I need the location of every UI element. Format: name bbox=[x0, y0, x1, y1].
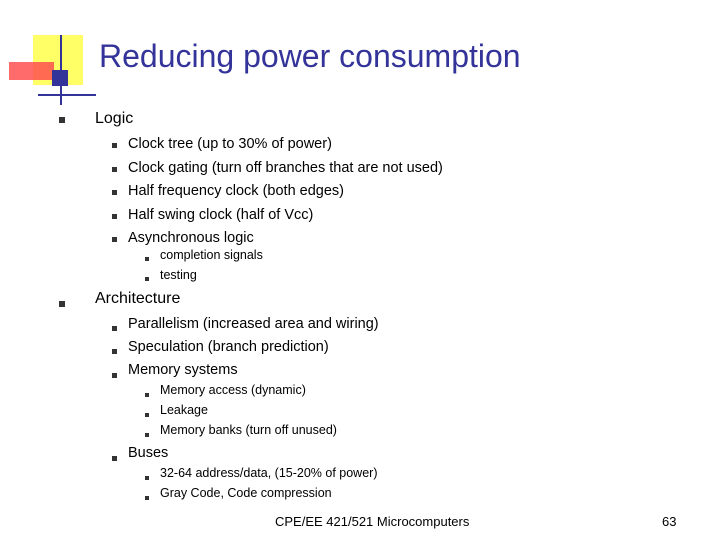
bullet bbox=[59, 301, 65, 307]
corner-horizontal-line bbox=[38, 94, 96, 96]
memory-subitem: Memory banks (turn off unused) bbox=[160, 423, 337, 437]
bullet bbox=[145, 393, 149, 397]
bullet bbox=[145, 277, 149, 281]
bullet bbox=[112, 456, 117, 461]
async-subitem: completion signals bbox=[160, 248, 263, 262]
bullet bbox=[112, 349, 117, 354]
logic-item: Half swing clock (half of Vcc) bbox=[128, 207, 314, 223]
bullet bbox=[112, 167, 117, 172]
corner-red-bar bbox=[9, 62, 54, 80]
architecture-item: Speculation (branch prediction) bbox=[128, 339, 329, 355]
page-number: 63 bbox=[662, 514, 677, 529]
logic-heading: Logic bbox=[95, 110, 134, 127]
bullet bbox=[112, 326, 117, 331]
bullet bbox=[112, 190, 117, 195]
bullet bbox=[112, 237, 117, 242]
architecture-item: Parallelism (increased area and wiring) bbox=[128, 316, 379, 332]
memory-subitem: Leakage bbox=[160, 403, 208, 417]
bullet bbox=[145, 413, 149, 417]
architecture-item: Memory systems bbox=[128, 362, 238, 378]
architecture-heading: Architecture bbox=[95, 290, 181, 307]
logic-item: Half frequency clock (both edges) bbox=[128, 183, 344, 199]
logic-item: Clock tree (up to 30% of power) bbox=[128, 136, 332, 152]
bullet bbox=[59, 117, 65, 123]
async-subitem: testing bbox=[160, 268, 197, 282]
logic-item: Clock gating (turn off branches that are not used) bbox=[128, 160, 443, 176]
bus-subitem: 32-64 address/data, (15-20% of power) bbox=[160, 466, 378, 480]
buses-item: Buses bbox=[128, 445, 169, 461]
bullet bbox=[112, 214, 117, 219]
bullet bbox=[112, 143, 117, 148]
bullet bbox=[145, 257, 149, 261]
bullet bbox=[145, 476, 149, 480]
bullet bbox=[145, 496, 149, 500]
slide-title: Reducing power consumption bbox=[99, 38, 521, 74]
slide-footer: CPE/EE 421/521 Microcomputers bbox=[275, 514, 470, 529]
bullet bbox=[145, 433, 149, 437]
memory-subitem: Memory access (dynamic) bbox=[160, 383, 306, 397]
bus-subitem: Gray Code, Code compression bbox=[160, 486, 332, 500]
logic-item: Asynchronous logic bbox=[128, 230, 254, 246]
bullet bbox=[112, 373, 117, 378]
